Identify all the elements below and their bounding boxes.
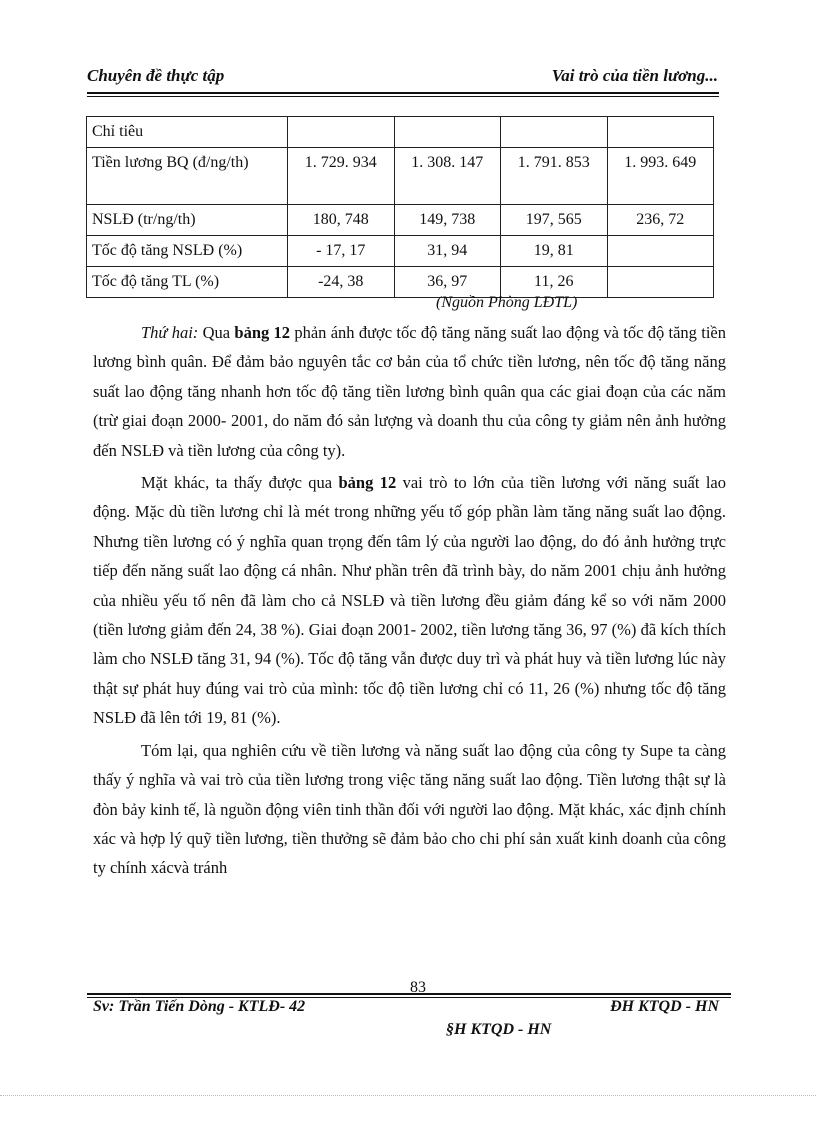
cell: 31, 94 [394, 236, 501, 267]
cell [607, 267, 714, 298]
cell: 11, 26 [501, 267, 608, 298]
cell: 1. 791. 853 [501, 148, 608, 205]
cell: 36, 97 [394, 267, 501, 298]
data-table [86, 116, 714, 298]
text-run: phản ánh được tốc độ tăng năng suất lao động và tốc độ tăng tiền lương bình quân. Để đảm bảo nguyên tắc cơ bản của tổ chức tiền lương, nên tốc độ tăng năng suất lao động tăng nhanh hơn tốc độ tăng tiền lương bình quân qua các giai đoạn của các năm (trừ giai đoạn 2000- 2001, do năm đó sản lượng và doanh thu của công ty giảm nên ảnh hưởng đến NSLĐ và tiền lương của công ty). [93, 323, 726, 460]
text-run: Qua [198, 323, 235, 342]
cell: 197, 565 [501, 205, 608, 236]
cell: -24, 38 [288, 267, 395, 298]
table-row [87, 236, 714, 267]
cell [501, 117, 608, 148]
row-label: Tốc độ tăng NSLĐ (%) [87, 236, 288, 267]
table-row [87, 205, 714, 236]
table-row [87, 148, 714, 205]
cell: 1. 729. 934 [288, 148, 395, 205]
lead-phrase: Thứ hai: [141, 323, 199, 342]
footer-school-secondary: §H KTQD - HN [446, 1021, 552, 1038]
paragraph [93, 468, 726, 733]
footer-rule [87, 993, 731, 995]
paragraph [93, 318, 726, 465]
table-row [87, 267, 714, 298]
text-run: Mặt khác, ta thấy được qua [141, 473, 339, 493]
cell: 1. 993. 649 [607, 148, 714, 205]
table-row [87, 117, 714, 148]
row-label: Chỉ tiêu [87, 117, 288, 148]
table-reference: bảng 12 [234, 323, 291, 342]
page-header [87, 64, 718, 90]
cell: - 17, 17 [288, 236, 395, 267]
header-left-title: Chuyên đề thực tập [87, 66, 225, 85]
cell: 180, 748 [288, 205, 395, 236]
cell [394, 117, 501, 148]
body-text [93, 318, 726, 883]
cell: 1. 308. 147 [394, 148, 501, 205]
footer-author: Sv: Trần Tiến Dòng - KTLĐ- 42 [93, 998, 306, 1015]
cell: 149, 738 [394, 205, 501, 236]
page-number: 83 [410, 979, 426, 996]
cell [607, 117, 714, 148]
table-reference: bảng 12 [338, 473, 397, 493]
row-label: Tốc độ tăng TL (%) [87, 267, 288, 298]
row-label: Tiền lương BQ (đ/ng/th) [87, 148, 288, 205]
table-source-note: (Nguồn Phòng LĐTL) [436, 294, 578, 311]
cell [607, 236, 714, 267]
page-footer [93, 998, 719, 1020]
cell: 236, 72 [607, 205, 714, 236]
header-rule [87, 92, 719, 94]
text-run: vai trò to lớn của tiền lương với năng suất lao động. Mặc dù tiền lương chỉ là mét trong những yếu tố góp phần làm tăng năng suất lao động. Nhưng tiền lương có ý nghĩa quan trọng đến tâm lý của người lao động, do đó ảnh hưởng trực tiếp đến năng suất lao động cá nhân. Như phần trên đã trình bày, do năm 2001 chịu ảnh hưởng của nhiều yếu tố nên đã làm cho cả NSLĐ và tiền lương đều giảm đáng kể so với năm 2000 (tiền lương giảm đến 24, 38 %). Giai đoạn 2001- 2002, tiền lương tăng 36, 97 (%) đã kích thích làm cho NSLĐ tăng 31, 94 (%). Tốc độ tăng vẫn được duy trì và phát huy và tiền lương lúc này thật sự phát huy đúng vai trò của mình: tốc độ tiền lương chỉ có 11, 26 (%) nhưng tốc độ tăng NSLĐ đã lên tới 19, 81 (%). [93, 473, 726, 728]
footer-school: ĐH KTQD - HN [610, 998, 719, 1015]
cell: 19, 81 [501, 236, 608, 267]
cell [288, 117, 395, 148]
page-edge-dotted-line [0, 1095, 816, 1096]
row-label: NSLĐ (tr/ng/th) [87, 205, 288, 236]
header-right-title: Vai trò của tiền lương... [551, 66, 718, 85]
header-rule-thin [87, 96, 719, 97]
paragraph: Tóm lại, qua nghiên cứu về tiền lương và năng suất lao động của công ty Supe ta càng thấy ý nghĩa và vai trò của tiền lương trong việc tăng năng suất lao động. Tiền lương thật sự là đòn bảy kinh tế, là nguồn động viên tinh thần đối với người lao động. Mặt khác, xác định chính xác và hợp lý quỹ tiền lương, tiền thưởng sẽ đảm bảo cho chi phí sản xuất kinh doanh của công ty chính xácvà tránh [93, 740, 726, 878]
